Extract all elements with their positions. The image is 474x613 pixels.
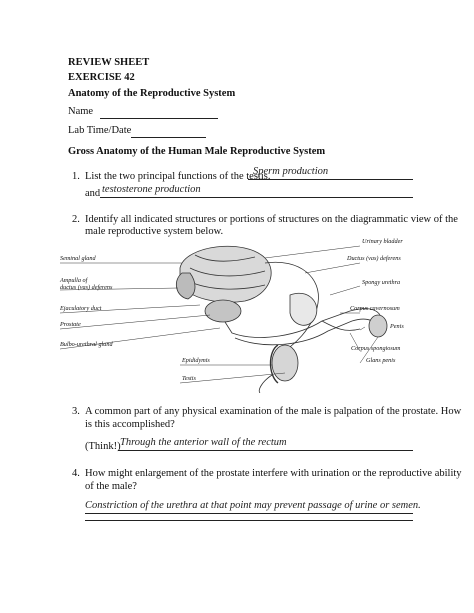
q4-number: 4. [72,468,80,479]
q4-answer-line-1 [85,513,413,514]
label-ejaculatory-duct: Ejaculatory duct [60,305,102,312]
label-ampulla-ductus: ductus (vas) deferens [60,284,113,291]
label-seminal-gland: Seminal gland [60,255,96,262]
q4-answer-line-2[interactable] [85,520,413,521]
label-testis: Testis [182,375,196,382]
page-title: Anatomy of the Reproductive System [68,88,236,99]
lab-time-field[interactable] [131,137,206,138]
q4-text-line2: of the male? [85,481,137,492]
label-urinary-bladder: Urinary bladder [362,238,403,245]
q2-number: 2. [72,214,80,225]
seminal-gland-shape [176,273,195,299]
q4-answer[interactable]: Constriction of the urethra at that point may prevent passage of urine or semen. [85,500,421,511]
q3-text-line2: is this accomplished? [85,419,175,430]
q1-text: List the two principal functions of the testis. [85,171,271,182]
label-corpus-spongiosum: Corpus spongiosum [351,345,401,352]
q3-number: 3. [72,406,80,417]
q1-answer-2-line [100,197,413,198]
glans-penis-shape [369,315,387,337]
label-ductus-deferens-right: Ductus (vas) deferens [347,255,401,262]
exercise-heading: EXERCISE 42 [68,72,135,83]
name-label: Name [68,106,94,117]
q1-answer-1[interactable]: Sperm production [253,166,329,177]
q4-text-line1: How might enlargement of the prostate interfere with urination or the reproductive ability [85,468,462,479]
prostate-shape [205,300,241,322]
label-corpus-cavernosum: Corpus cavernosum [350,305,400,312]
section-title: Gross Anatomy of the Human Male Reproductive System [68,146,326,157]
review-sheet-heading: REVIEW SHEET [68,57,150,68]
label-glans-penis: Glans penis [366,357,396,364]
q1-and-label: and [85,188,101,199]
testis-shape [272,345,298,381]
q1-answer-2[interactable]: testosterone production [102,184,201,195]
lab-time-label: Lab Time/Date [68,125,132,136]
label-bulbo-urethral-gland: Bulbo-urethral gland [60,341,113,348]
q2-text-line2: male reproductive system below. [85,226,224,237]
label-prostate: Prostate [60,321,81,328]
label-penis: Penis [390,323,404,330]
label-epididymis: Epididymis [182,357,210,364]
q2-text-line1: Identify all indicated structures or portions of structures on the diagrammatic view of the [85,214,458,225]
q1-number: 1. [72,171,80,182]
name-field[interactable] [100,118,218,119]
q3-think-label: (Think!) [85,441,121,452]
q3-text-line1: A common part of any physical examination of the male is palpation of the prostate. How [85,406,462,417]
label-spongy-urethra: Spongy urethra [362,279,401,286]
q3-answer-line [118,450,413,451]
q1-answer-1-line [248,179,413,180]
label-ampulla: Ampulla of [60,277,88,284]
q3-answer[interactable]: Through the anterior wall of the rectum [120,437,287,448]
male-reproductive-diagram [60,233,420,393]
